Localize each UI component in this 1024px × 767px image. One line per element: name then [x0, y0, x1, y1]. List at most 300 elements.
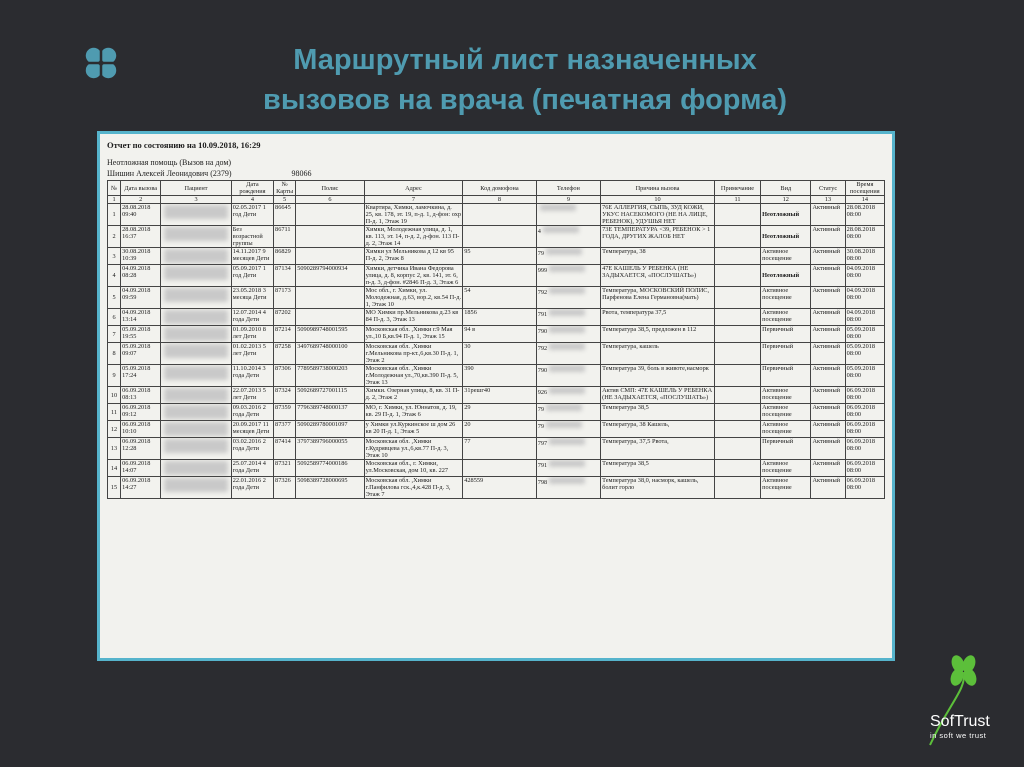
- row-number: 13: [108, 438, 121, 460]
- clover-icon: [80, 42, 122, 84]
- note: [714, 460, 760, 477]
- phone-number: [536, 343, 600, 365]
- visit-time: 06.09.2018 08:00: [845, 477, 884, 499]
- column-header: №: [108, 181, 121, 196]
- report-doctor: Шишин Алексей Леонидович (2379): [107, 169, 232, 178]
- table-row: [108, 387, 885, 404]
- column-index: 8: [463, 196, 536, 204]
- card-number: 87326: [274, 477, 296, 499]
- title-line-1: Маршрутный лист назначенных: [293, 44, 757, 76]
- call-date: 04.09.2018 08:28: [121, 265, 161, 287]
- note: [714, 287, 760, 309]
- note: [714, 248, 760, 265]
- call-status: Активный: [811, 326, 845, 343]
- column-header: Полис: [296, 181, 364, 196]
- redacted-phone: [549, 343, 585, 350]
- column-header: Адрес: [364, 181, 463, 196]
- visit-time: 05.09.2018 08:00: [845, 343, 884, 365]
- phone-number: [536, 248, 600, 265]
- phone-number: [536, 265, 600, 287]
- call-status: Активный: [811, 226, 845, 248]
- birth-date: 01.02.2013 5 лет Дети: [231, 343, 273, 365]
- birth-date: 01.09.2010 8 лет Дети: [231, 326, 273, 343]
- patient-name: [161, 387, 231, 404]
- column-header: Код домофона: [463, 181, 536, 196]
- card-number: 87214: [274, 326, 296, 343]
- policy-number: [296, 309, 364, 326]
- column-index: 2: [121, 196, 161, 204]
- phone-prefix: 4: [537, 228, 541, 235]
- call-status: Активный: [811, 265, 845, 287]
- patient-name: [161, 226, 231, 248]
- visit-time: 06.09.2018 08:00: [845, 421, 884, 438]
- row-number: 2: [108, 226, 121, 248]
- patient-name: [161, 343, 231, 365]
- row-number: 1: [108, 204, 121, 226]
- visit-time: 05.09.2018 08:00: [845, 326, 884, 343]
- phone-prefix: 79: [537, 250, 545, 257]
- call-kind: Неотложный: [761, 226, 811, 248]
- visit-time: 06.09.2018 08:00: [845, 460, 884, 477]
- table-row: [108, 204, 885, 226]
- call-reason: Температура, МОСКОВСКИЙ ПОЛИС, Парфенова Елена Германовна(мать): [601, 287, 715, 309]
- intercom-code: 95: [463, 248, 536, 265]
- phone-prefix: 79: [537, 423, 545, 430]
- card-number: 87134: [274, 265, 296, 287]
- phone-number: [536, 287, 600, 309]
- phone-prefix: 792: [537, 289, 548, 296]
- call-reason: Температура, 38: [601, 248, 715, 265]
- call-date: 28.08.2018 16:37: [121, 226, 161, 248]
- column-header: Телефон: [536, 181, 600, 196]
- call-reason: Температура 38,5: [601, 460, 715, 477]
- column-header: Вид: [761, 181, 811, 196]
- call-reason: Температура 38,5: [601, 404, 715, 421]
- row-number: 15: [108, 477, 121, 499]
- patient-name: [161, 365, 231, 387]
- birth-date: Без возрастной группы: [231, 226, 273, 248]
- call-kind: Активное посещение: [761, 387, 811, 404]
- redacted-patient-name: [164, 388, 227, 402]
- note: [714, 265, 760, 287]
- table-row: [108, 438, 885, 460]
- address: Химки ул Мельникова д 12 кв 95 П-д. 2, Этаж 8: [364, 248, 463, 265]
- note: [714, 343, 760, 365]
- call-status: Активный: [811, 404, 845, 421]
- phone-prefix: 790: [537, 328, 548, 335]
- note: [714, 421, 760, 438]
- column-index: 10: [601, 196, 715, 204]
- intercom-code: [463, 204, 536, 226]
- column-index: 6: [296, 196, 364, 204]
- visit-time: 30.08.2018 08:00: [845, 248, 884, 265]
- redacted-patient-name: [164, 249, 227, 263]
- phone-prefix: 797: [537, 440, 548, 447]
- table-row: [108, 248, 885, 265]
- policy-number: 5098389728000695: [296, 477, 364, 499]
- call-status: Активный: [811, 343, 845, 365]
- row-number: 5: [108, 287, 121, 309]
- call-status: Активный: [811, 309, 845, 326]
- report-document: [107, 140, 885, 652]
- visit-time: 28.08.2018 08:00: [845, 226, 884, 248]
- call-reason: Температура, кашель: [601, 343, 715, 365]
- birth-date: 14.11.2017 9 месяцев Дети: [231, 248, 273, 265]
- redacted-patient-name: [164, 366, 227, 380]
- call-status: Активный: [811, 287, 845, 309]
- intercom-code: [463, 460, 536, 477]
- redacted-patient-name: [164, 288, 227, 302]
- report-doctor-line: [107, 168, 885, 179]
- note: [714, 204, 760, 226]
- patient-name: [161, 287, 231, 309]
- intercom-code: 390: [463, 365, 536, 387]
- note: [714, 226, 760, 248]
- phone-prefix: 926: [537, 389, 548, 396]
- redacted-phone: [549, 265, 585, 272]
- redacted-patient-name: [164, 266, 227, 280]
- column-header: Пациент: [161, 181, 231, 196]
- call-reason: 76Е АЛЛЕРГИЯ, СЫПЬ, ЗУД КОЖИ, УКУС НАСЕКОМОГО (НЕ НА ЛИЦЕ, РЕБЕНОК), УДУШЬЯ НЕТ: [601, 204, 715, 226]
- note: [714, 309, 760, 326]
- card-number: 87202: [274, 309, 296, 326]
- note: [714, 365, 760, 387]
- redacted-patient-name: [164, 405, 227, 419]
- column-index: 11: [714, 196, 760, 204]
- call-reason: Температура, 38 Кашель,: [601, 421, 715, 438]
- column-index: 3: [161, 196, 231, 204]
- patient-name: [161, 204, 231, 226]
- row-number: 11: [108, 404, 121, 421]
- redacted-patient-name: [164, 344, 227, 358]
- call-kind: Неотложный: [761, 265, 811, 287]
- call-reason: 73Е ТЕМПЕРАТУРА <39, РЕБЕНОК > 1 ГОДА, ДРУГИХ ЖАЛОБ НЕТ: [601, 226, 715, 248]
- policy-number: [296, 248, 364, 265]
- redacted-phone: [549, 477, 585, 484]
- table-row: [108, 287, 885, 309]
- report-doctor-number: 98066: [291, 169, 312, 178]
- row-number: 4: [108, 265, 121, 287]
- birth-date: 02.05.2017 1 год Дети: [231, 204, 273, 226]
- intercom-code: 1856: [463, 309, 536, 326]
- intercom-code: 54: [463, 287, 536, 309]
- policy-number: 7796389748000137: [296, 404, 364, 421]
- intercom-code: [463, 265, 536, 287]
- note: [714, 477, 760, 499]
- call-date: 30.08.2018 10:39: [121, 248, 161, 265]
- call-date: 06.09.2018 10:10: [121, 421, 161, 438]
- redacted-patient-name: [164, 422, 227, 436]
- phone-prefix: 798: [537, 479, 548, 486]
- slide-title: [180, 40, 870, 120]
- phone-prefix: 999: [537, 267, 548, 274]
- phone-prefix: 79: [537, 406, 545, 413]
- table-row: [108, 343, 885, 365]
- redacted-patient-name: [164, 327, 227, 341]
- redacted-patient-name: [164, 310, 227, 324]
- card-number: 87359: [274, 404, 296, 421]
- logo-name: SofTrust: [930, 713, 990, 730]
- call-status: Активный: [811, 438, 845, 460]
- phone-prefix: 791: [537, 462, 548, 469]
- row-number: 7: [108, 326, 121, 343]
- redacted-phone: [540, 204, 576, 211]
- call-kind: Активное посещение: [761, 248, 811, 265]
- phone-number: [536, 326, 600, 343]
- patient-name: [161, 477, 231, 499]
- policy-number: [296, 226, 364, 248]
- phone-prefix: 791: [537, 311, 548, 318]
- visit-time: 04.09.2018 08:00: [845, 309, 884, 326]
- phone-number: [536, 365, 600, 387]
- address: Квартира, Химки, ламочкина, д. 25, кв. 178, эт. 19, п-д. 1, д-фон: охр П-д. 1, Этаж 19: [365, 204, 462, 225]
- address: Московская обл. ,Химки г.Кудрявцева ул.,6,кв.77 П-д. 3, Этаж 10: [364, 438, 463, 460]
- redacted-phone: [549, 326, 585, 333]
- report-frame: [97, 131, 895, 661]
- patient-name: [161, 248, 231, 265]
- row-number: 12: [108, 421, 121, 438]
- call-date: 06.09.2018 08:13: [121, 387, 161, 404]
- phone-number: [536, 421, 600, 438]
- phone-number: [536, 204, 600, 226]
- birth-date: 20.09.2017 11 месяцев Дети: [231, 421, 273, 438]
- visit-time: 04.09.2018 08:00: [845, 265, 884, 287]
- intercom-code: [463, 226, 536, 248]
- report-service: Неотложная помощь (Вызов на дом): [107, 158, 232, 167]
- phone-number: [536, 460, 600, 477]
- phone-number: [536, 309, 600, 326]
- call-kind: Первичный: [761, 343, 811, 365]
- column-header: Дата рождения: [231, 181, 273, 196]
- intercom-code: 20: [463, 421, 536, 438]
- intercom-code: 31решг40: [463, 387, 536, 404]
- address: МО Химки пр.Мельникова д.23 кв 84 П-д. 3, Этаж 13: [364, 309, 463, 326]
- note: [714, 438, 760, 460]
- column-index: 13: [811, 196, 845, 204]
- visit-time: 06.09.2018 08:00: [845, 387, 884, 404]
- column-header: № Карты: [274, 181, 296, 196]
- note: [714, 326, 760, 343]
- call-date: 28.08.2018 09:40: [121, 204, 161, 226]
- table-row: [108, 421, 885, 438]
- card-number: 86829: [274, 248, 296, 265]
- redacted-patient-name: [164, 461, 227, 475]
- card-number: 87414: [274, 438, 296, 460]
- note: [714, 387, 760, 404]
- policy-number: 5092689727001115: [296, 387, 364, 404]
- row-number: 9: [108, 365, 121, 387]
- column-index: 12: [761, 196, 811, 204]
- patient-name: [161, 421, 231, 438]
- column-header: Примечание: [714, 181, 760, 196]
- call-kind: Активное посещение: [761, 477, 811, 499]
- phone-number: [536, 404, 600, 421]
- row-number: 6: [108, 309, 121, 326]
- patient-name: [161, 404, 231, 421]
- table-row: [108, 309, 885, 326]
- row-number: 3: [108, 248, 121, 265]
- call-date: 04.09.2018 09:59: [121, 287, 161, 309]
- redacted-phone: [549, 287, 585, 294]
- intercom-code: 29: [463, 404, 536, 421]
- address: Мос обл., г. Химки, ул. Молодежная, д.63, вор.2, кв.54 П-д. 1, Этаж 10: [365, 287, 462, 308]
- card-number: 87377: [274, 421, 296, 438]
- address: у Химки ул.Куркинское ш дом 26 кв 20 П-д. 1, Этаж 5: [364, 421, 463, 438]
- call-status: Активный: [811, 477, 845, 499]
- visit-time: 06.09.2018 08:00: [845, 438, 884, 460]
- table-row: [108, 226, 885, 248]
- redacted-phone: [549, 438, 585, 445]
- call-status: Активный: [811, 365, 845, 387]
- patient-name: [161, 265, 231, 287]
- phone-number: [536, 387, 600, 404]
- call-date: 05.09.2018 17:24: [121, 365, 161, 387]
- call-kind: Первичный: [761, 365, 811, 387]
- redacted-phone: [546, 248, 582, 255]
- phone-number: [536, 477, 600, 499]
- call-table: [107, 180, 885, 499]
- intercom-code: 94 в: [463, 326, 536, 343]
- table-row: [108, 404, 885, 421]
- call-reason: 47Е КАШЕЛЬ У РЕБЕНКА (НЕ ЗАДЫХАЕТСЯ, «ПОСЛУШАТЬ»): [601, 265, 715, 287]
- birth-date: 22.01.2016 2 года Дети: [231, 477, 273, 499]
- address: Московская обл., г. Химки, ул.Московская, дом 10, кв. 227: [364, 460, 463, 477]
- table-row: [108, 460, 885, 477]
- policy-number: 5090289794000934: [296, 265, 364, 287]
- birth-date: 09.03.2016 2 года Дети: [231, 404, 273, 421]
- table-header-row: [108, 181, 885, 196]
- policy-number: 3497689748000100: [296, 343, 364, 365]
- column-header: Причина вызова: [601, 181, 715, 196]
- birth-date: 11.10.2014 3 года Дети: [231, 365, 273, 387]
- column-index: 14: [845, 196, 884, 204]
- address: МО, г. Химки, ул. Юннатов, д. 19, кв. 29 П-д. 1, Этаж 6: [364, 404, 463, 421]
- logo-tagline: in soft we trust: [930, 731, 987, 740]
- call-date: 06.09.2018 14:27: [121, 477, 161, 499]
- birth-date: 25.07.2014 4 года Дети: [231, 460, 273, 477]
- policy-number: 3797389796000055: [296, 438, 364, 460]
- column-index: 9: [536, 196, 600, 204]
- phone-prefix: 792: [537, 345, 548, 352]
- call-kind: Активное посещение: [761, 309, 811, 326]
- call-kind: Активное посещение: [761, 460, 811, 477]
- card-number: 87173: [274, 287, 296, 309]
- phone-number: [536, 226, 600, 248]
- column-index-row: [108, 196, 885, 204]
- redacted-phone: [546, 404, 582, 411]
- card-number: 87324: [274, 387, 296, 404]
- table-row: [108, 265, 885, 287]
- table-row: [108, 326, 885, 343]
- call-reason: Рвота, температура 37,5: [601, 309, 715, 326]
- address: Химки. Озерная улица, 8, кв. 31 П-д. 2, Этаж 2: [364, 387, 463, 404]
- card-number: 87306: [274, 365, 296, 387]
- call-status: Активный: [811, 248, 845, 265]
- call-reason: Температура 38,5, предложен в 112: [601, 326, 715, 343]
- address: Московская обл. ,Химки г.Молодежная ул.,70,кв.390 П-д. 5, Этаж 13: [364, 365, 463, 387]
- birth-date: 12.07.2014 4 года Дети: [231, 309, 273, 326]
- call-reason: Температура 39, боль в животе,насморк: [601, 365, 715, 387]
- call-reason: Температура 38,0, насморк, кашель, болит горло: [601, 477, 715, 499]
- birth-date: 22.07.2013 5 лет Дети: [231, 387, 273, 404]
- redacted-phone: [549, 460, 585, 467]
- call-kind: Первичный: [761, 326, 811, 343]
- birth-date: 03.02.2016 2 года Дети: [231, 438, 273, 460]
- policy-number: 5090989748001595: [296, 326, 364, 343]
- call-kind: Активное посещение: [761, 421, 811, 438]
- visit-time: 04.09.2018 08:00: [845, 287, 884, 309]
- call-date: 05.09.2018 09:07: [121, 343, 161, 365]
- call-date: 06.09.2018 14:07: [121, 460, 161, 477]
- address: Химки, Молодежная улица, д. 1, кв. 113, эт. 14, п-д. 2, д-фон. 113 П-д. 2, Этаж 14: [364, 226, 463, 248]
- patient-name: [161, 438, 231, 460]
- row-number: 10: [108, 387, 121, 404]
- intercom-code: 77: [463, 438, 536, 460]
- redacted-phone: [549, 387, 585, 394]
- policy-number: [296, 204, 364, 226]
- column-header: Время посещения: [845, 181, 884, 196]
- call-status: Активный: [811, 460, 845, 477]
- visit-time: 05.09.2018 08:00: [845, 365, 884, 387]
- column-index: 5: [274, 196, 296, 204]
- policy-number: 7789589738000203: [296, 365, 364, 387]
- intercom-code: 30: [463, 343, 536, 365]
- call-reason: Температура, 37,5 Рвота,: [601, 438, 715, 460]
- column-index: 1: [108, 196, 121, 204]
- intercom-code: 428559: [463, 477, 536, 499]
- call-kind: Первичный: [761, 438, 811, 460]
- redacted-phone: [546, 421, 582, 428]
- address: Московская обл. ,Химки г.Мельникова пр-кт.,6,кв.30 П-д. 1, Этаж 2: [364, 343, 463, 365]
- address: Московская обл. ,Химки г.Панфилова гск.,4,к.428 П-д. 3, Этаж 7: [364, 477, 463, 499]
- patient-name: [161, 326, 231, 343]
- policy-number: 5092589774000186: [296, 460, 364, 477]
- redacted-patient-name: [164, 478, 227, 492]
- column-index: 4: [231, 196, 273, 204]
- card-number: 86711: [274, 226, 296, 248]
- birth-date: 23.05.2018 3 месяца Дети: [231, 287, 273, 309]
- note: [714, 404, 760, 421]
- call-kind: Активное посещение: [761, 287, 811, 309]
- table-row: [108, 477, 885, 499]
- call-reason: Актив СМП: 47Е КАШЕЛЬ У РЕБЕНКА (НЕ ЗАДЫХАЕТСЯ, «ПОСЛУШАТЬ»): [601, 387, 715, 404]
- redacted-phone: [549, 365, 585, 372]
- policy-number: [296, 287, 364, 309]
- redacted-phone: [549, 309, 585, 316]
- call-status: Активный: [811, 421, 845, 438]
- report-heading: Отчет по состоянию на 10.09.2018, 16:29: [107, 140, 261, 150]
- address: Химки, детчика Ивана Федорова улица, д. 8, корпус 2, кв. 141, эт. 6, п-д. 3, д-фон. #2846 П-д. 3, Этаж 6: [364, 265, 463, 287]
- patient-name: [161, 309, 231, 326]
- redacted-patient-name: [164, 227, 227, 241]
- column-header: Статус: [811, 181, 845, 196]
- birth-date: 05.09.2017 1 год Дети: [231, 265, 273, 287]
- title-line-2: вызовов на врача (печатная форма): [263, 84, 787, 116]
- call-date: 05.09.2018 19:55: [121, 326, 161, 343]
- redacted-patient-name: [164, 439, 227, 453]
- call-kind: Неотложный: [761, 204, 811, 226]
- row-number: 14: [108, 460, 121, 477]
- card-number: 87258: [274, 343, 296, 365]
- call-date: 06.09.2018 09:12: [121, 404, 161, 421]
- policy-number: 5090289780001097: [296, 421, 364, 438]
- card-number: 86645: [274, 204, 296, 226]
- call-status: Активный: [811, 204, 845, 226]
- card-number: 87321: [274, 460, 296, 477]
- address: Московская обл. ,Химки г.9 Мая ул.,10 Б,кв.94 П-д. 1, Этаж 15: [364, 326, 463, 343]
- patient-name: [161, 460, 231, 477]
- call-status: Активный: [811, 387, 845, 404]
